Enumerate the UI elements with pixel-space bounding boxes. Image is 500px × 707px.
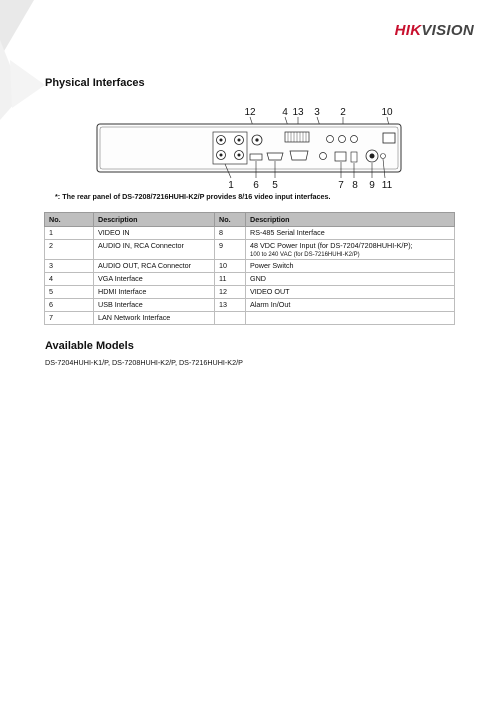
table-row: 3 AUDIO OUT, RCA Connector 10 Power Switch (45, 260, 455, 273)
header-no: No. (45, 213, 94, 227)
callout-3: 3 (314, 107, 320, 118)
callout-8: 8 (352, 180, 358, 190)
hikvision-logo: HIKVISION (394, 22, 474, 39)
callout-9: 9 (369, 180, 375, 190)
table-row: 5 HDMI Interface 12 VIDEO OUT (45, 286, 455, 299)
rear-panel-diagram (95, 104, 405, 190)
callout-5: 5 (272, 180, 278, 190)
callout-7: 7 (338, 180, 344, 190)
table-row: 4 VGA Interface 11 GND (45, 273, 455, 286)
table-header-row (45, 213, 455, 227)
callout-13: 13 (292, 107, 304, 118)
rear-panel-note: *: The rear panel of DS-7208/7216HUHI-K2/P provides 8/16 video input interfaces. (55, 192, 331, 201)
physical-interfaces-title: Physical Interfaces (45, 77, 145, 89)
header-description: Description (94, 213, 215, 227)
decorative-corner-shapes (0, 0, 70, 120)
table-row: 1 VIDEO IN 8 RS-485 Serial Interface (45, 227, 455, 240)
table-row: 7 LAN Network Interface (45, 312, 455, 325)
callout-10: 10 (381, 107, 393, 118)
header-description: Description (246, 213, 455, 227)
models-list: DS-7204HUHI-K1/P, DS-7208HUHI-K2/P, DS-7216HUHI-K2/P (45, 358, 243, 367)
table-row: 6 USB Interface 13 Alarm In/Out (45, 299, 455, 312)
callout-2: 2 (340, 107, 346, 118)
available-models-title: Available Models (45, 340, 134, 352)
header-no: No. (215, 213, 246, 227)
callout-12: 12 (244, 107, 256, 118)
interfaces-table (44, 212, 455, 325)
callout-11: 11 (381, 180, 393, 190)
table-row: 2 AUDIO IN, RCA Connector 9 48 VDC Power Input (for DS-7204/7208HUHI-K/P); 100 to 240 VAC (for DS-7216HUHI-K2/P) (45, 240, 455, 260)
callout-4: 4 (282, 107, 288, 118)
callout-1: 1 (228, 180, 234, 190)
callout-6: 6 (253, 180, 259, 190)
